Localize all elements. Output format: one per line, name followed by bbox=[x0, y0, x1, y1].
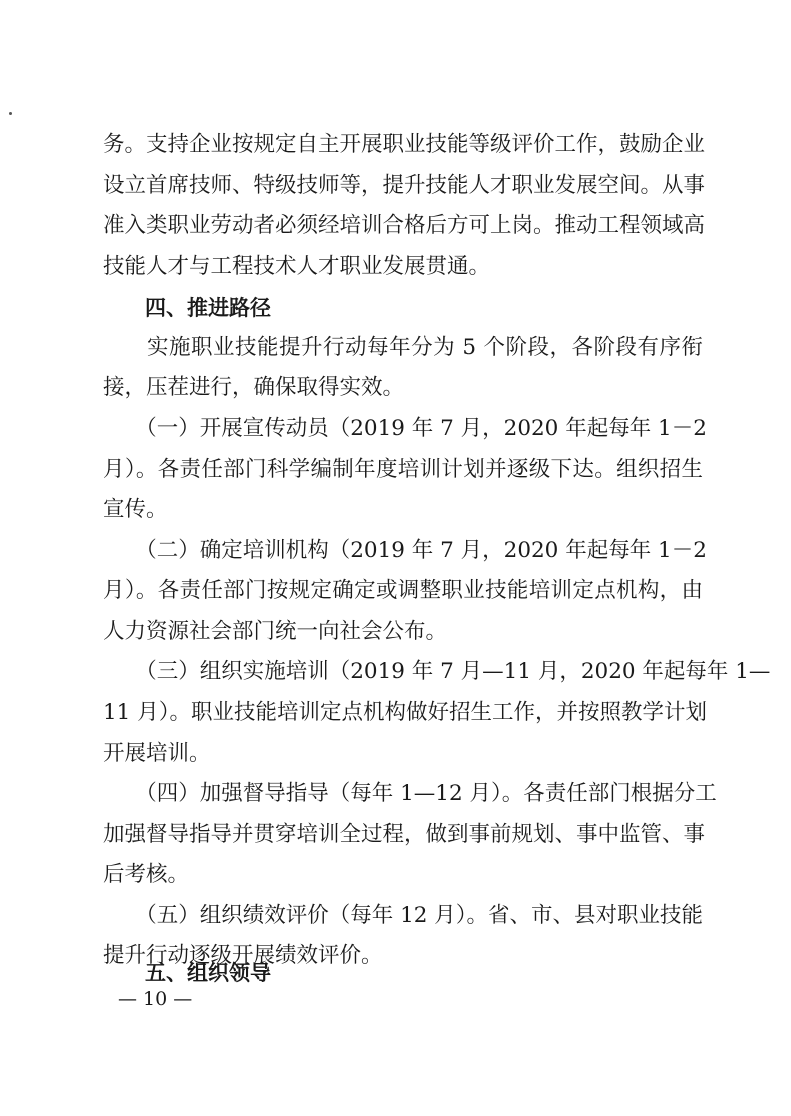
text-line: 务。支持企业按规定自主开展职业技能等级评价工作，鼓励企业 bbox=[103, 132, 706, 157]
text-line: （五）组织绩效评价（每年 12 月）。省、市、县对职业技能 bbox=[103, 903, 704, 928]
text-line: 准入类职业劳动者必须经培训合格后方可上岗。推动工程领域高 bbox=[103, 213, 706, 238]
text-line: （三）组织实施培训（2019 年 7 月—11 月，2020 年起每年 1— bbox=[103, 659, 771, 684]
text-line: 月）。各责任部门科学编制年度培训计划并逐级下达。组织招生 bbox=[103, 457, 703, 482]
text-line: 接，压茬进行，确保取得实效。 bbox=[103, 375, 405, 400]
text-line: （一）开展宣传动员（2019 年 7 月，2020 年起每年 1－2 bbox=[103, 416, 707, 441]
text-line: 人力资源社会部门统一向社会公布。 bbox=[103, 619, 448, 644]
text-line: 11 月）。职业技能培训定点机构做好招生工作，并按照教学计划 bbox=[103, 700, 707, 725]
text-line: 实施职业技能提升行动每年分为 5 个阶段，各阶段有序衔 bbox=[103, 335, 703, 360]
text-line: 开展培训。 bbox=[103, 741, 211, 766]
page-number: — 10 — bbox=[118, 988, 193, 1010]
text-line: 宣传。 bbox=[103, 497, 168, 522]
section-heading-5: 五、组织领导 bbox=[145, 961, 271, 985]
text-line: （二）确定培训机构（2019 年 7 月，2020 年起每年 1－2 bbox=[103, 538, 707, 563]
text-line: 技能人才与工程技术人才职业发展贯通。 bbox=[103, 254, 491, 279]
text-line: 月）。各责任部门按规定确定或调整职业技能培训定点机构，由 bbox=[103, 578, 703, 603]
text-line: 加强督导指导并贯穿培训全过程，做到事前规划、事中监管、事 bbox=[103, 822, 706, 847]
section-heading-4: 四、推进路径 bbox=[145, 296, 271, 320]
text-line: 设立首席技师、特级技师等，提升技能人才职业发展空间。从事 bbox=[103, 173, 706, 198]
text-line: 提升行动逐级开展绩效评价。 bbox=[103, 943, 383, 968]
text-line: （四）加强督导指导（每年 1—12 月）。各责任部门根据分工 bbox=[103, 781, 717, 806]
scan-speck bbox=[9, 112, 12, 115]
text-line: 后考核。 bbox=[103, 862, 190, 887]
